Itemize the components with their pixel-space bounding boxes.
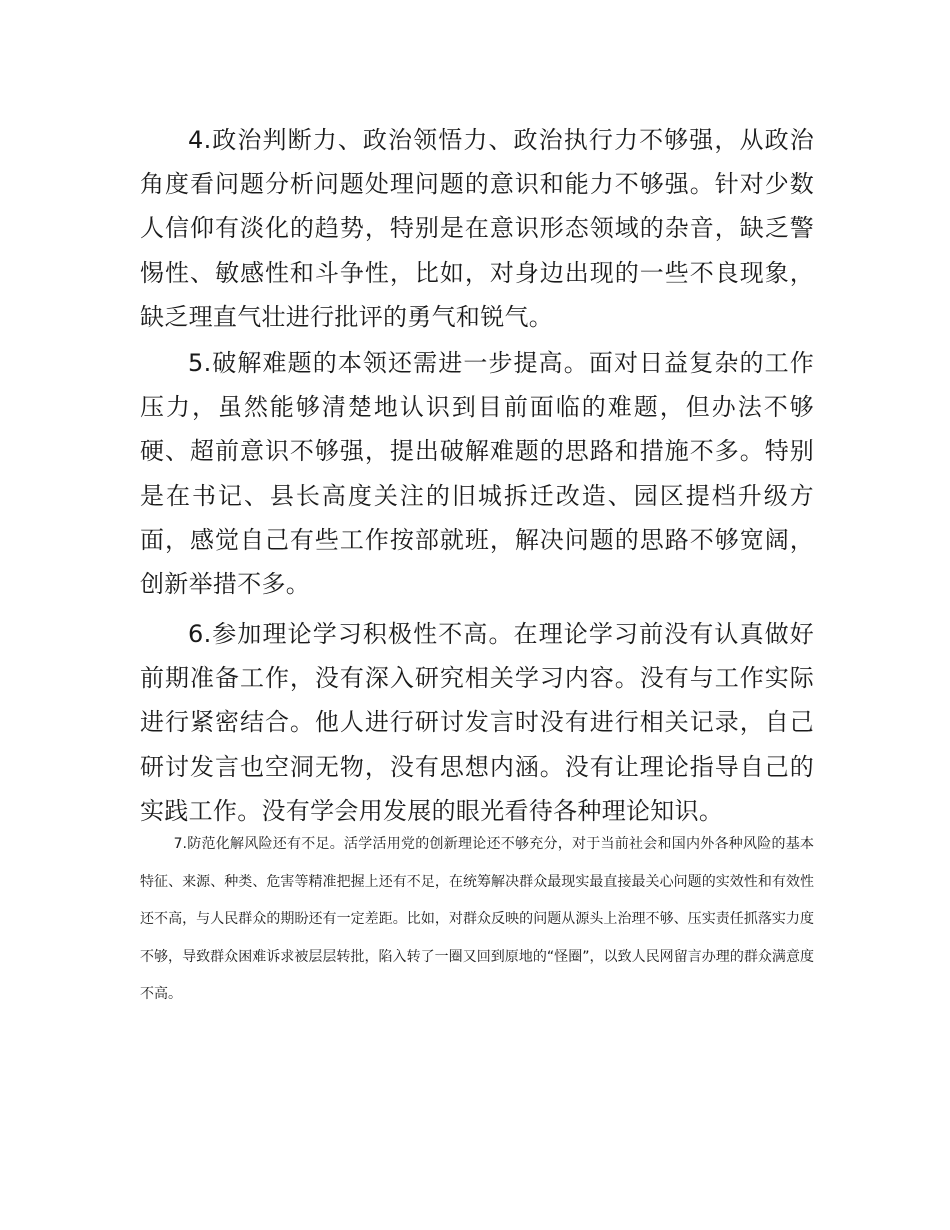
paragraph-4: 4.政治判断力、政治领悟力、政治执行力不够强，从政治角度看问题分析问题处理问题的意识和能力不够强。针对少数人信仰有淡化的趋势，特别是在意识形态领域的杂音，缺乏警惕性、敏感性和斗争性，比如，对身边出现的一些不良现象，缺乏理直气壮进行批评的勇气和锐气。 xyxy=(140,126,814,331)
paragraph-6: 6.参加理论学习积极性不高。在理论学习前没有认真做好前期准备工作，没有深入研究相关学习内容。没有与工作实际进行紧密结合。他人进行研讨发言时没有进行相关记录，自己研讨发言也空洞无物，没有思想内涵。没有让理论指导自己的实践工作。没有学会用发展的眼光看待各种理论知识。 xyxy=(140,620,814,825)
paragraph-7: 7.防范化解风险还有不足。活学活用党的创新理论还不够充分，对于当前社会和国内外各种风险的基本特征、来源、种类、危害等精准把握上还有不足，在统筹解决群众最现实最直接最关心问题的实效性和有效性还不高，与人民群众的期盼还有一定差距。比如，对群众反映的问题从源头上治理不够、压实责任抓落实力度不够，导致群众困难诉求被层层转批，陷入转了一圈又回到原地的“怪圈”，以致人民网留言办理的群众满意度不高。 xyxy=(140,836,814,1002)
paragraph-5: 5.破解难题的本领还需进一步提高。面对日益复杂的工作压力，虽然能够清楚地认识到目前面临的难题，但办法不够硬、超前意识不够强，提出破解难题的思路和措施不多。特别是在书记、县长高度关注的旧城拆迁改造、园区提档升级方面，感觉自己有些工作按部就班，解决问题的思路不够宽阔，创新举措不多。 xyxy=(140,349,814,599)
